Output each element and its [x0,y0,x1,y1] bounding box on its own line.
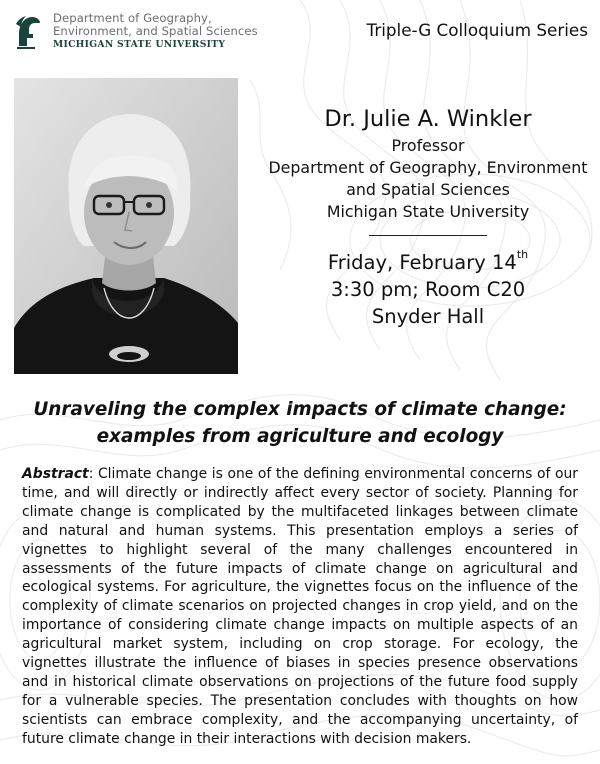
event-date-suffix: th [516,248,529,261]
speaker-position: Professor [391,136,465,155]
talk-title-line-2: examples from agriculture and ecology [96,426,504,447]
department-line-1: Department of Geography, [53,11,212,25]
university-wordmark: MICHIGAN STATE UNIVERSITY [53,39,226,50]
speaker-university: Michigan State University [326,202,530,221]
speaker-portrait [14,78,238,374]
abstract-label: Abstract [22,466,89,482]
event-building: Snyder Hall [371,305,485,328]
department-name [53,12,293,38]
divider [369,235,487,236]
department-line-2: Environment, and Spatial Sciences [53,24,258,38]
series-title: Triple-G Colloquium Series [366,20,588,40]
spartan-helmet-icon [13,14,43,50]
talk-title-line-1: Unraveling the complex impacts of climate change: [33,399,567,420]
event-date [256,249,600,276]
speaker-name: Dr. Julie A. Winkler [324,106,532,132]
event-time-room: 3:30 pm; Room C20 [330,278,526,301]
speaker-info [256,103,600,330]
abstract [22,465,578,749]
speaker-department-line-1: Department of Geography, Environment [268,158,588,177]
speaker-department-line-2: and Spatial Sciences [346,180,510,199]
event-date-text: Friday, February 14 [327,251,517,274]
talk-title [0,396,600,450]
abstract-text: : Climate change is one of the defining environmental concerns of our time, and will directly or indirectly affect every sector of society. Planning for climate change is complicated by the multifaceted linkages between climate and natural and human systems. This presentation employs a series of vignettes to highlight several of the many challenges encountered in assessments of the future impacts of climate change on agricultural and ecological systems. For agriculture, the vignettes focus on the influence of the complexity of climate scenarios on projected changes in crop yield, and on the importance of considering climate change impacts on multiple aspects of an agricultural market system, including on crop storage. For ecology, the vignettes illustrate the influence of biases in species presence observations and in historical climate observations on projections of the future food supply for a vulnerable species. The presentation concludes with thoughts on how scientists can embrace complexity, and the accompanying uncertainty, of future climate change in their interactions with decision makers. [22,466,578,747]
